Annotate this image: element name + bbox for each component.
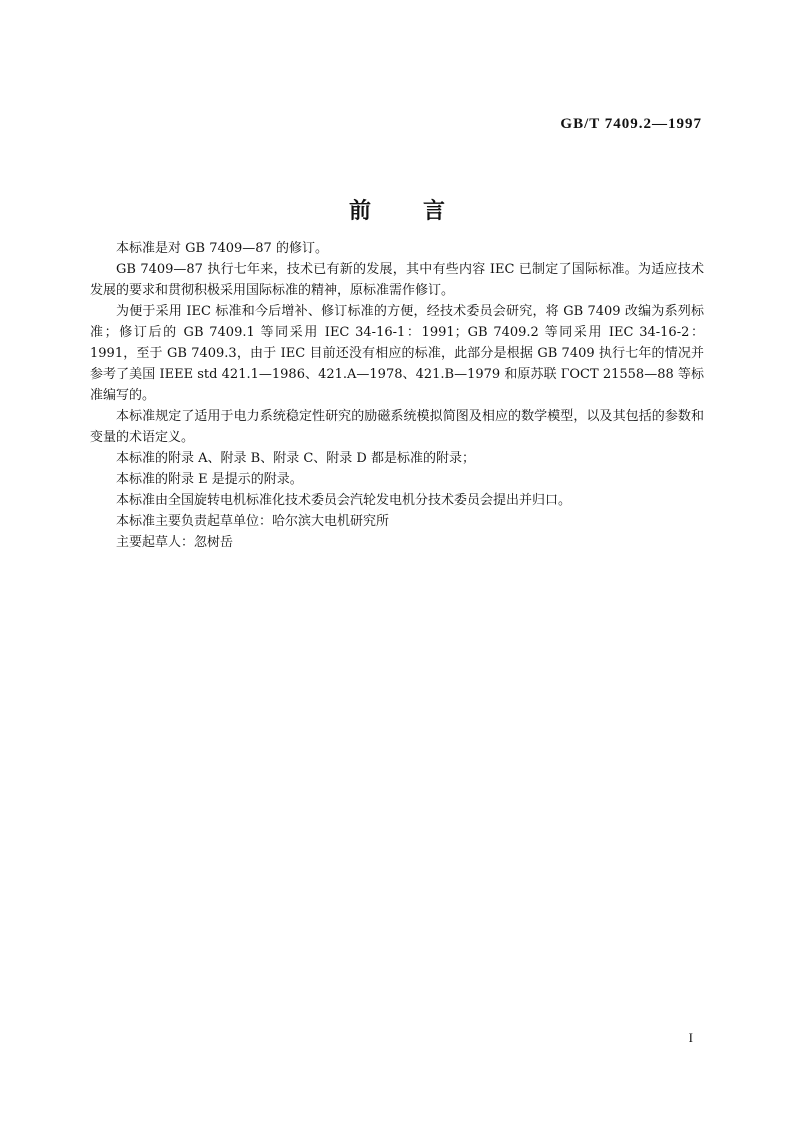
paragraph-normative-annexes: 本标准的附录 A、附录 B、附录 C、附录 D 都是标准的附录；: [116, 451, 475, 466]
preface-body: [90, 238, 704, 553]
paragraph-scope: 本标准规定了适用于电力系统稳定性研究的励磁系统模拟简图及相应的数学模型，以及其包括的参数和变量的术语定义。: [90, 409, 704, 445]
paragraph-drafting-unit: 本标准主要负责起草单位：哈尔滨大电机研究所: [116, 514, 390, 529]
paragraph-proposer: 本标准由全国旋转电机标准化技术委员会汽轮发电机分技术委员会提出并归口。: [116, 493, 572, 508]
paragraph-series: 为便于采用 IEC 标准和今后增补、修订标准的方便，经技术委员会研究，将 GB 7409 改编为系列标准；修订后的 GB 7409.1 等同采用 IEC 34-16-1：1991；GB 7409.2 等同采用 IEC 34-16-2：1991，至于 GB 7409.3，由于 IEC 目前还没有相应的标准，此部分是根据 GB 7409 执行七年的情况并参考了美国 IEEE std 421.1—1986、421.A—1978、421.B—1979 和原苏联 ГОСТ 21558—88 等标准编写的。: [90, 304, 704, 403]
paragraph-background: GB 7409—87 执行七年来，技术已有新的发展，其中有些内容 IEC 已制定了国际标准。为适应技术发展的要求和贯彻积极采用国际标准的精神，原标准需作修订。: [90, 262, 704, 298]
paragraph-informative-annex: 本标准的附录 E 是提示的附录。: [116, 472, 303, 487]
paragraph-drafter: 主要起草人：忽树岳: [116, 535, 234, 550]
standard-number: GB/T 7409.2—1997: [560, 116, 702, 132]
page-number: I: [688, 1030, 693, 1045]
page-title: 前言: [348, 198, 497, 224]
paragraph-revision: 本标准是对 GB 7409—87 的修订。: [116, 241, 328, 256]
